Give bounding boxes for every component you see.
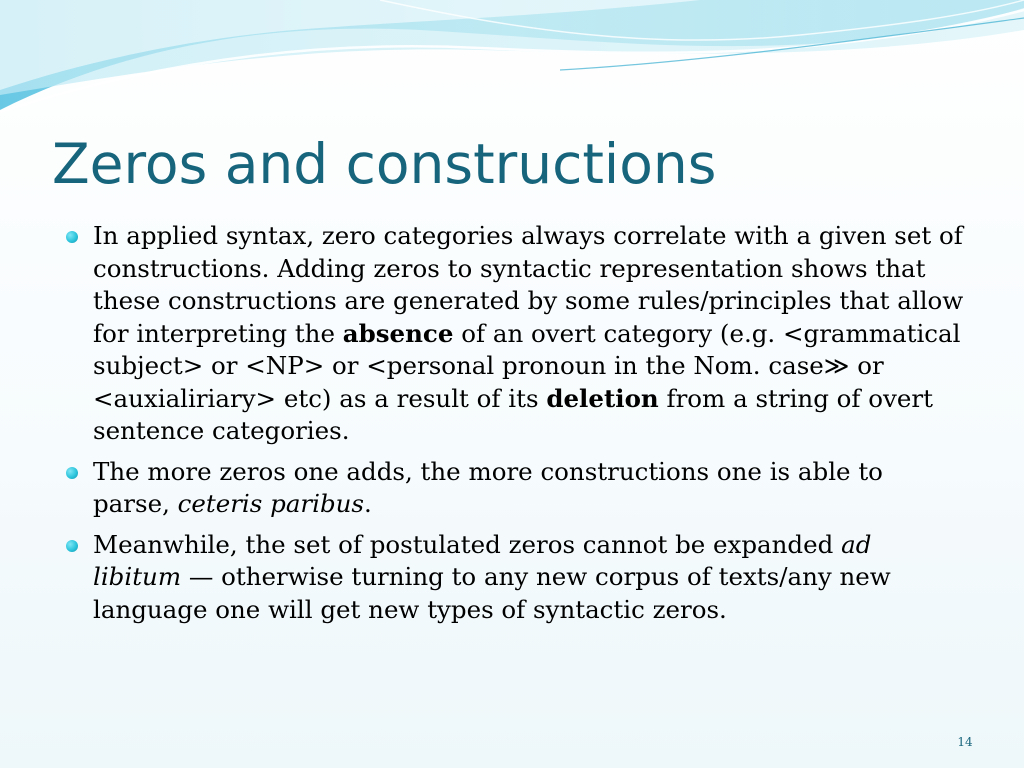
bullet-text bbox=[93, 457, 883, 519]
bullet-item bbox=[64, 220, 964, 448]
text-segment: In applied syntax, zero categories always correlate with a given set of constructions. Adding zeros to syntactic representation shows that these constructions are generated by some rules/principles that allow for interpreting the bbox=[93, 221, 964, 348]
bullet-text bbox=[93, 221, 963, 445]
text-segment: of an overt category (e.g. <grammatical subject> or <NP> or <personal pronoun in the Nom. case≫ or <auxialiriary> etc) as a result of its bbox=[93, 318, 961, 413]
italic-term-ad-libitum: ad libitum bbox=[93, 529, 872, 591]
bullet-list bbox=[64, 220, 964, 634]
bullet-item bbox=[64, 456, 964, 521]
bold-term-deletion: deletion bbox=[546, 383, 659, 413]
bullet-dot-icon bbox=[66, 540, 78, 552]
slide-number: 14 bbox=[957, 735, 973, 749]
italic-term-ceteris-paribus: ceteris paribus bbox=[177, 489, 365, 518]
text-segment: — otherwise turning to any new corpus of texts/any new language one will get new types of syntactic zeros. bbox=[93, 562, 891, 624]
text-segment: . bbox=[364, 489, 372, 518]
bullet-dot-icon bbox=[66, 231, 78, 243]
bullet-item bbox=[64, 529, 964, 627]
bullet-text bbox=[93, 530, 891, 624]
header-wave-decoration bbox=[0, 0, 1024, 130]
text-segment: from a string of overt sentence categories. bbox=[93, 383, 933, 445]
text-segment: Meanwhile, the set of postulated zeros cannot be expanded bbox=[93, 529, 842, 559]
text-segment: The more zeros one adds, the more constructions one is able to parse, bbox=[93, 456, 883, 518]
slide-title: Zeros and constructions bbox=[52, 132, 717, 196]
bullet-dot-icon bbox=[66, 467, 78, 479]
bold-term-absence: absence bbox=[342, 318, 454, 348]
